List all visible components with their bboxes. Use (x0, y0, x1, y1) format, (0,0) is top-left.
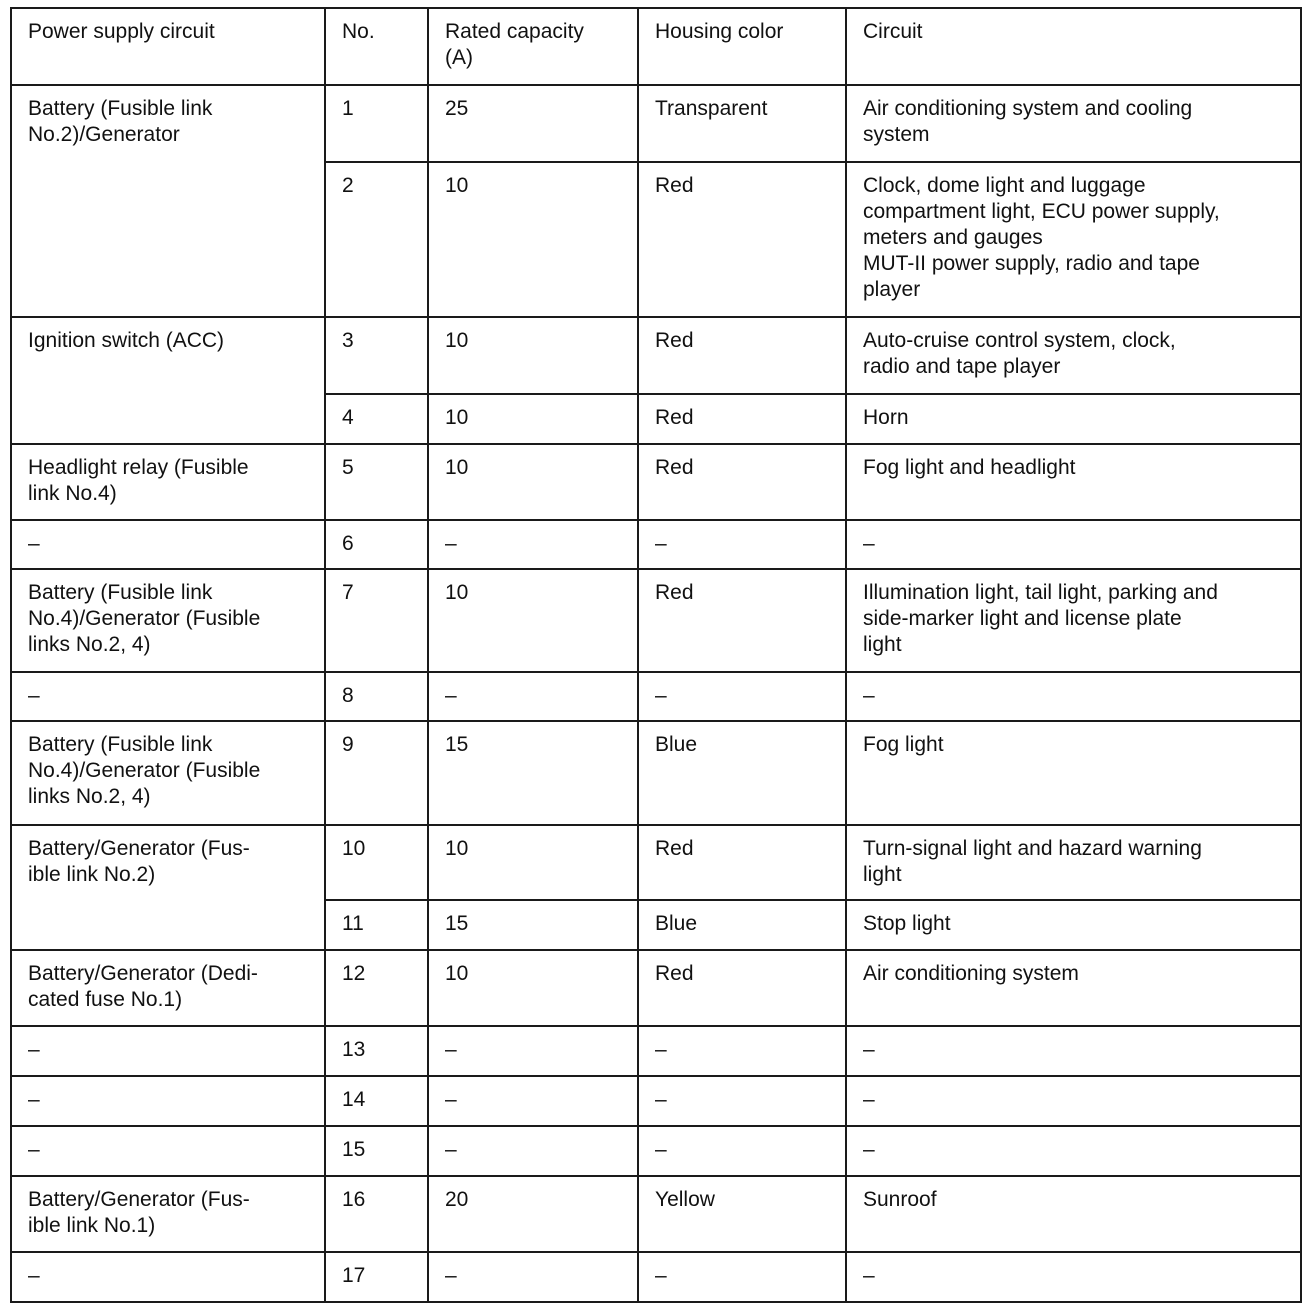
table-row (11, 520, 1301, 569)
housing-color-cell: Red (638, 317, 846, 394)
fuse-no-cell: 10 (325, 825, 428, 900)
circuit-cell: – (846, 520, 1301, 569)
housing-color-cell: – (638, 1076, 846, 1126)
fuse-no-cell: 13 (325, 1026, 428, 1076)
fuse-no-cell: 17 (325, 1252, 428, 1302)
fuse-no-cell: 6 (325, 520, 428, 569)
housing-color-cell: Red (638, 825, 846, 900)
circuit-cell: – (846, 672, 1301, 721)
rated-capacity-cell: 10 (428, 950, 638, 1026)
circuit-cell: Air conditioning system and cooling system (846, 85, 1301, 162)
housing-color-cell: Transparent (638, 85, 846, 162)
circuit-cell: – (846, 1126, 1301, 1176)
circuit-cell: – (846, 1076, 1301, 1126)
fuse-no-cell: 15 (325, 1126, 428, 1176)
housing-color-cell: Red (638, 569, 846, 672)
fuse-no-cell: 4 (325, 394, 428, 444)
circuit-cell: Clock, dome light and luggage compartment light, ECU power supply, meters and gauges MUT-II power supply, radio and tape player (846, 162, 1301, 317)
rated-capacity-cell: 20 (428, 1176, 638, 1252)
housing-color-cell: – (638, 672, 846, 721)
housing-color-cell: Red (638, 394, 846, 444)
fuse-no-cell: 12 (325, 950, 428, 1026)
circuit-cell: Illumination light, tail light, parking and side-marker light and license plate light (846, 569, 1301, 672)
fuse-no-cell: 5 (325, 444, 428, 520)
fuse-no-cell: 14 (325, 1076, 428, 1126)
table-row (11, 1026, 1301, 1076)
rated-capacity-cell: 10 (428, 394, 638, 444)
fuse-no-cell: 9 (325, 721, 428, 825)
fuse-table-container (10, 7, 1300, 1301)
fuse-no-cell: 1 (325, 85, 428, 162)
power-supply-cell: Battery (Fusible link No.2)/Generator (11, 85, 325, 317)
circuit-cell: Sunroof (846, 1176, 1301, 1252)
power-supply-cell: Battery (Fusible link No.4)/Generator (Fusible links No.2, 4) (11, 721, 325, 825)
power-supply-cell: – (11, 520, 325, 569)
rated-capacity-cell: 10 (428, 569, 638, 672)
housing-color-cell: – (638, 1026, 846, 1076)
fuse-table (10, 7, 1302, 1303)
circuit-cell: Turn-signal light and hazard warning light (846, 825, 1301, 900)
power-supply-cell: Ignition switch (ACC) (11, 317, 325, 444)
circuit-cell: Stop light (846, 900, 1301, 950)
power-supply-cell: – (11, 1026, 325, 1076)
table-row (11, 721, 1301, 825)
power-supply-cell: – (11, 1076, 325, 1126)
housing-color-cell: – (638, 1126, 846, 1176)
table-row (11, 1176, 1301, 1252)
power-supply-cell: – (11, 1252, 325, 1302)
housing-color-cell: Red (638, 444, 846, 520)
power-supply-cell: Battery/Generator (Fus- ible link No.2) (11, 825, 325, 950)
rated-capacity-cell: – (428, 1026, 638, 1076)
circuit-cell: Air conditioning system (846, 950, 1301, 1026)
housing-color-cell: – (638, 1252, 846, 1302)
fuse-no-cell: 2 (325, 162, 428, 317)
table-row (11, 825, 1301, 900)
power-supply-cell: Battery/Generator (Fus- ible link No.1) (11, 1176, 325, 1252)
rated-capacity-cell: – (428, 672, 638, 721)
table-row (11, 672, 1301, 721)
header-no: No. (325, 8, 428, 85)
housing-color-cell: Red (638, 950, 846, 1026)
fuse-no-cell: 11 (325, 900, 428, 950)
circuit-cell: Horn (846, 394, 1301, 444)
power-supply-cell: Headlight relay (Fusible link No.4) (11, 444, 325, 520)
rated-capacity-cell: 10 (428, 825, 638, 900)
header-power-supply-circuit: Power supply circuit (11, 8, 325, 85)
table-row (11, 317, 1301, 394)
fuse-no-cell: 16 (325, 1176, 428, 1252)
rated-capacity-cell: 10 (428, 317, 638, 394)
rated-capacity-cell: 25 (428, 85, 638, 162)
header-housing-color: Housing color (638, 8, 846, 85)
housing-color-cell: Yellow (638, 1176, 846, 1252)
table-row (11, 1076, 1301, 1126)
header-rated-capacity: Rated capacity (A) (428, 8, 638, 85)
rated-capacity-cell: – (428, 1126, 638, 1176)
rated-capacity-cell: – (428, 520, 638, 569)
rated-capacity-cell: 10 (428, 444, 638, 520)
fuse-no-cell: 7 (325, 569, 428, 672)
circuit-cell: Fog light and headlight (846, 444, 1301, 520)
circuit-cell: – (846, 1026, 1301, 1076)
housing-color-cell: – (638, 520, 846, 569)
power-supply-cell: Battery/Generator (Dedi- cated fuse No.1) (11, 950, 325, 1026)
power-supply-cell: – (11, 672, 325, 721)
circuit-cell: Fog light (846, 721, 1301, 825)
table-row (11, 444, 1301, 520)
circuit-cell: – (846, 1252, 1301, 1302)
power-supply-cell: – (11, 1126, 325, 1176)
header-circuit: Circuit (846, 8, 1301, 85)
rated-capacity-cell: 15 (428, 721, 638, 825)
housing-color-cell: Blue (638, 900, 846, 950)
table-header-row (11, 8, 1301, 85)
rated-capacity-cell: – (428, 1076, 638, 1126)
table-row (11, 1126, 1301, 1176)
rated-capacity-cell: – (428, 1252, 638, 1302)
circuit-cell: Auto-cruise control system, clock, radio and tape player (846, 317, 1301, 394)
rated-capacity-cell: 15 (428, 900, 638, 950)
housing-color-cell: Red (638, 162, 846, 317)
table-row (11, 950, 1301, 1026)
table-row (11, 569, 1301, 672)
power-supply-cell: Battery (Fusible link No.4)/Generator (Fusible links No.2, 4) (11, 569, 325, 672)
table-row (11, 1252, 1301, 1302)
rated-capacity-cell: 10 (428, 162, 638, 317)
fuse-no-cell: 8 (325, 672, 428, 721)
fuse-no-cell: 3 (325, 317, 428, 394)
housing-color-cell: Blue (638, 721, 846, 825)
table-row (11, 85, 1301, 162)
